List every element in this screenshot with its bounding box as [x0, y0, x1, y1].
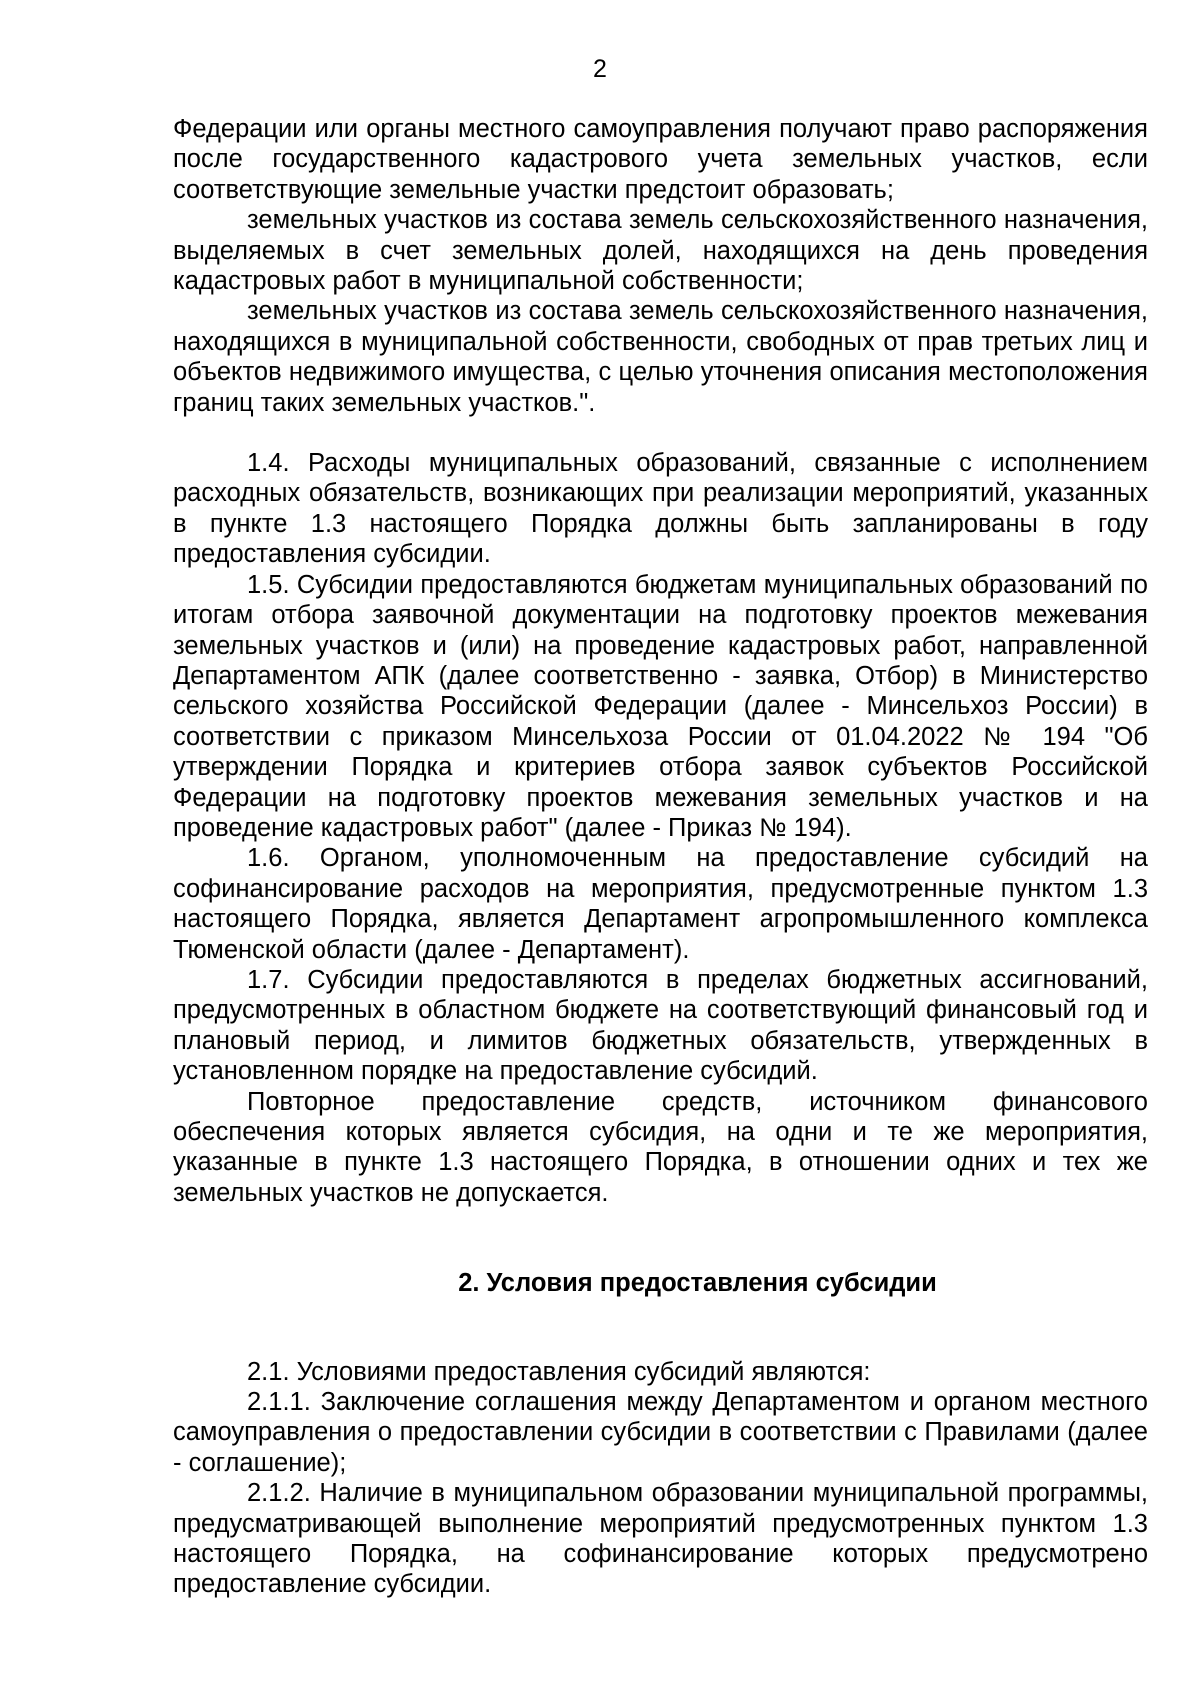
paragraph-2-1-1: 2.1.1. Заключение соглашения между Департаментом и органом местного самоуправления о предоставлении субсидии в соответствии с Правилами (далее - соглашение);	[173, 1388, 1148, 1477]
paragraph-municipal-land: земельных участков из состава земель сельскохозяйственного назначения, находящихся в муниципальной собственности, свободных от прав третьих лиц и объектов недвижимого имущества, с целью уточнения описания местоположения границ таких земельных участков.".	[173, 297, 1148, 417]
paragraph-2-1-2: 2.1.2. Наличие в муниципальном образовании муниципальной программы, предусматривающей выполнение мероприятий предусмотренных пунктом 1.3 настоящего Порядка, на софинансирование которых предусмотрено предоставление субсидии.	[173, 1479, 1148, 1599]
paragraph-2-1: 2.1. Условиями предоставления субсидий являются:	[247, 1357, 871, 1386]
document-body	[173, 114, 1148, 1600]
paragraph-1-6: 1.6. Органом, уполномоченным на предоставление субсидий на софинансирование расходов на мероприятия, предусмотренные пунктом 1.3 настоящего Порядка, является Департамент агропромышленного комплекса Тюменской области (далее - Департамент).	[173, 844, 1148, 964]
paragraph-repeat-funding: Повторное предоставление средств, источником финансового обеспечения которых является субсидия, на одни и те же мероприятия, указанные в пункте 1.3 настоящего Порядка, в отношении одних и тех же земельных участков не допускается.	[173, 1087, 1148, 1207]
paragraph-1-5: 1.5. Субсидии предоставляются бюджетам муниципальных образований по итогам отбора заявочной документации на подготовку проектов межевания земельных участков и (или) на проведение кадастровых работ, направленной Департаментом АПК (далее соответственно - заявка, Отбор) в Министерство сельского хозяйства Российской Федерации (далее - Минсельхоз России) в соответствии с приказом Минсельхоза России от 01.04.2022 № 194 "Об утверждении Порядка и критериев отбора заявок субъектов Российской Федерации на подготовку проектов межевания земельных участков и на проведение кадастровых работ" (далее - Приказ № 194).	[173, 570, 1148, 842]
paragraph-1-7: 1.7. Субсидии предоставляются в пределах бюджетных ассигнований, предусмотренных в областном бюджете на соответствующий финансовый год и плановый период, и лимитов бюджетных обязательств, утвержденных в установленном порядке на предоставление субсидий.	[173, 965, 1148, 1086]
page-number: 2	[593, 55, 607, 83]
paragraph-continuation: Федерации или органы местного самоуправления получают право распоряжения после государственного кадастрового учета земельных участков, если соответствующие земельные участки предстоит образовать;	[173, 115, 1148, 204]
paragraph-1-4: 1.4. Расходы муниципальных образований, связанные с исполнением расходных обязательств, возникающих при реализации мероприятий, указанных в пункте 1.3 настоящего Порядка должны быть запланированы в году предоставления субсидии.	[173, 449, 1148, 569]
paragraph-agricultural-shares: земельных участков из состава земель сельскохозяйственного назначения, выделяемых в счет земельных долей, находящихся на день проведения кадастровых работ в муниципальной собственности;	[173, 206, 1148, 296]
section-2-heading: 2. Условия предоставления субсидии	[458, 1269, 937, 1298]
